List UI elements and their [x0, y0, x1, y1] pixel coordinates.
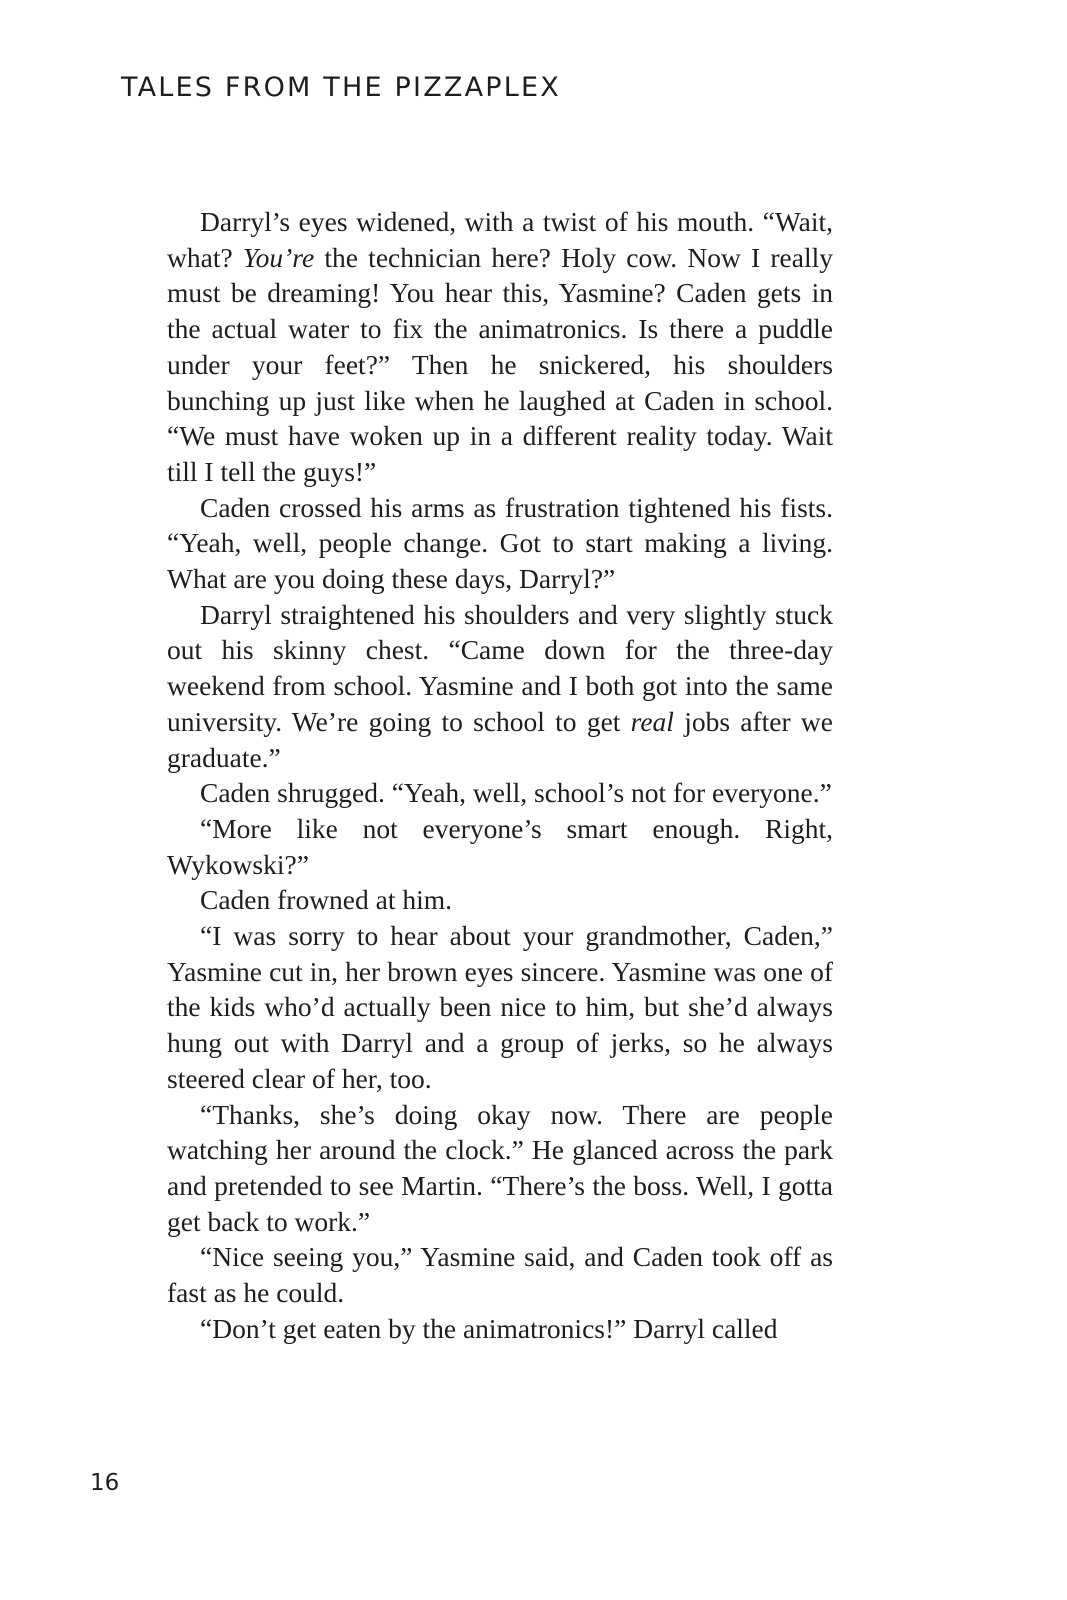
italic-text: You’re — [242, 241, 315, 273]
paragraph-text: jobs after we graduate.” — [167, 705, 833, 773]
paragraph-text: “More like not everyone’s smart enough. Right, Wykowski?” — [167, 812, 833, 880]
page-number: 16 — [90, 1470, 120, 1496]
paragraph-text: the technician here? Holy cow. Now I really must be dreaming! You hear this, Yasmine? Caden gets in the actual water to fix the animatronics. Is there a puddle under your feet?” Then he snickered, his shoulders bunching up just like when he laughed at Caden in school. “We must have woken up in a different reality today. Wait till I tell the guys!” — [167, 241, 833, 487]
body-text — [167, 204, 833, 1347]
paragraph-text: Caden frowned at him. — [200, 884, 453, 916]
paragraph-text: “Nice seeing you,” Yasmine said, and Caden took off as fast as he could. — [167, 1241, 833, 1309]
paragraph — [167, 918, 833, 1097]
running-head: TALES FROM THE PIZZAPLEX — [121, 72, 561, 103]
paragraph-text: Caden crossed his arms as frustration tightened his fists. “Yeah, well, people change. Got to start making a living. What are you doing these days, Darryl?” — [167, 491, 833, 595]
paragraph-text: Darryl’s eyes widened, with a twist of his mouth. “Wait, what? — [167, 206, 833, 273]
paragraph — [167, 597, 833, 776]
paragraph — [167, 882, 833, 918]
paragraph-text: “I was sorry to hear about your grandmother, Caden,” Yasmine cut in, her brown eyes sincere. Yasmine was one of the kids who’d actually been nice to him, but she’d always hung out with Darryl and a group of jerks, so he always steered clear of her, too. — [167, 920, 833, 1094]
paragraph — [167, 811, 833, 882]
paragraph — [167, 1239, 833, 1310]
paragraph — [167, 204, 833, 490]
paragraph-text: “Thanks, she’s doing okay now. There are people watching her around the clock.” He glanced across the park and pretended to see Martin. “There’s the boss. Well, I gotta get back to work.” — [167, 1098, 833, 1237]
paragraph-text: Darryl straightened his shoulders and very slightly stuck out his skinny chest. “Came down for the three-day weekend from school. Yasmine and I both got into the same university. We’re going to school to get — [167, 598, 833, 737]
paragraph — [167, 490, 833, 597]
paragraph — [167, 1311, 833, 1347]
paragraph-text: Caden shrugged. “Yeah, well, school’s not for everyone.” — [200, 777, 832, 809]
paragraph — [167, 1097, 833, 1240]
paragraph-text: “Don’t get eaten by the animatronics!” Darryl called — [200, 1312, 778, 1344]
paragraph — [167, 775, 833, 811]
italic-text: real — [630, 705, 674, 737]
